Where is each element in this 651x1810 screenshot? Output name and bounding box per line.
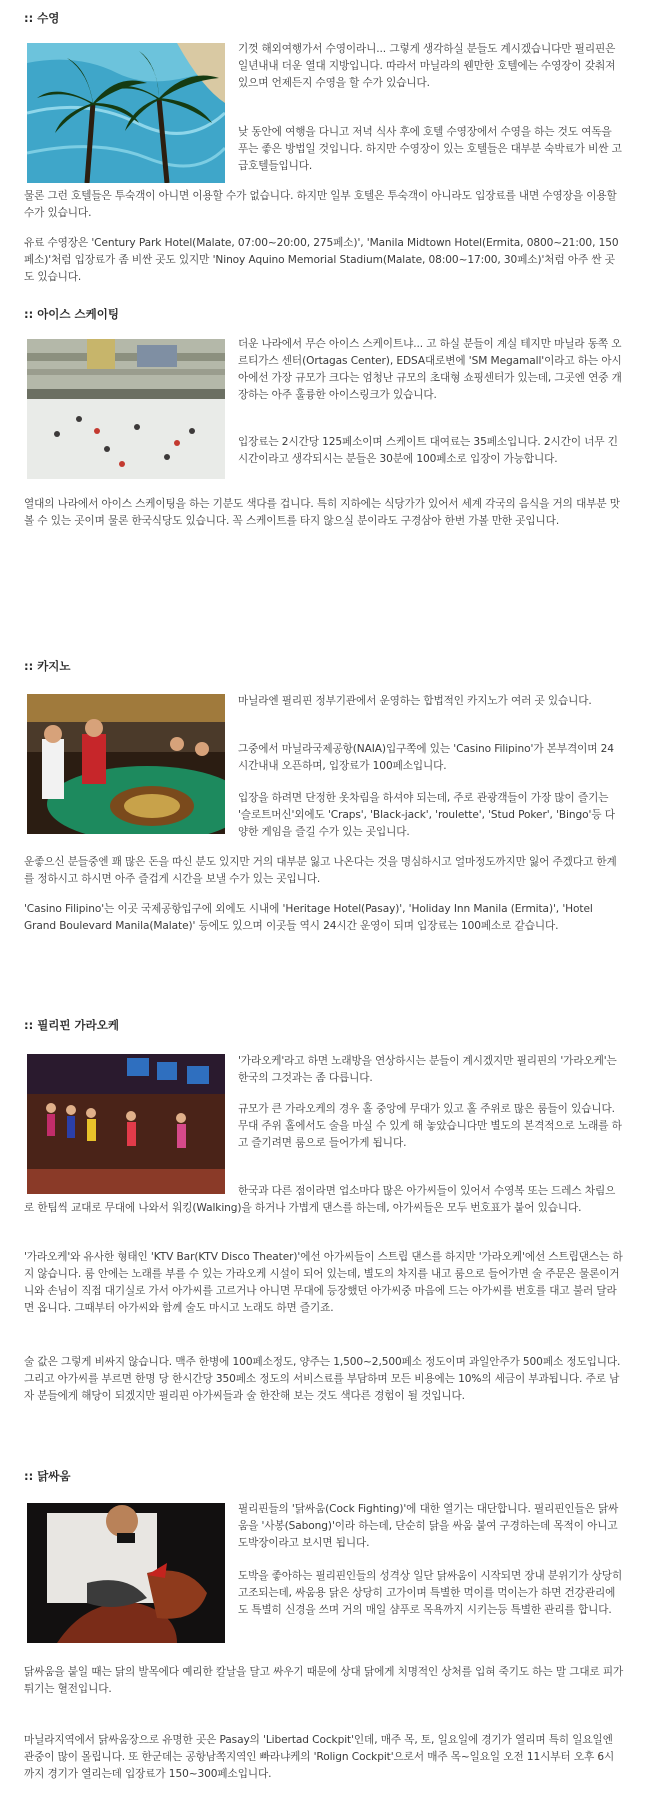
paragraph: 규모가 큰 가라오케의 경우 홀 중앙에 무대가 있고 홀 주위로 많은 룸들이 있습니다. 무대 주위 홀에서도 술을 마실 수 있게 해 놓았습니다만 별도의 본격적으로 노래를 하고 즐기려면 룸으로 들어가게 됩니다.	[238, 1103, 622, 1149]
indoor-ice-rink-image	[27, 339, 225, 479]
ice-rink-photo	[27, 339, 225, 479]
paragraph: 입장을 하려면 단정한 옷차림을 하셔야 되는데, 주로 관광객들이 가장 많이 즐기는 '슬로트머신'외에도 'Craps', 'Black-jack', 'roulette', 'Stud Poker', 'Bingo'등 다양한 게임을 즐길 수가 있는 곳입니다.	[238, 792, 615, 838]
cockfighting-photo	[27, 1503, 225, 1643]
paragraph: 열대의 나라에서 아이스 스케이팅을 하는 기분도 색다를 겁니다. 특히 지하에는 식당가가 있어서 세계 각국의 음식을 거의 대부분 맛볼 수 있는 곳이며 물론 한국식당도 있습니다. 꼭 스케이트를 타지 않으실 분이라도 구경삼아 한번 가볼 만한 곳입니다.	[24, 498, 620, 527]
karaoke-photo	[27, 1054, 225, 1194]
section-title: :: 필리핀 가라오케	[24, 1018, 119, 1032]
paragraph: 'Casino Filipino'는 이곳 국제공항입구에 외에도 시내에 'Heritage Hotel(Pasay)', 'Holiday Inn Manila (Ermita)', 'Hotel Grand Boulevard Manila(Malate)' 등에도 있으며 이곳들 역시 24시간 운영이 되며 입장료는 100페소로 같습니다.	[24, 903, 593, 932]
swimming-pool-photo	[27, 43, 225, 183]
paragraph: 기껏 해외여행가서 수영이라니... 그렇게 생각하실 분들도 계시겠습니다만 필리핀은 일년내내 더운 열대 지방입니다. 따라서 마닐라의 웬만한 호텔에는 수영장이 갖춰져 있으며 언제든지 수영을 할 수가 있습니다.	[238, 43, 616, 89]
paragraph: 입장료는 2시간당 125페소이며 스케이트 대여료는 35페소입니다. 2시간이 너무 긴 시간이라고 생각되시는 분들은 30분에 100페소로 입장이 가능합니다.	[238, 436, 618, 465]
paragraph: 닭싸움을 붙일 때는 닭의 발목에다 예리한 칼날을 달고 싸우기 때문에 상대 닭에게 치명적인 상처를 입혀 죽기도 하는 말 그대로 피가 튀기는 혈전입니다.	[24, 1666, 624, 1695]
paragraph: '가라오케'라고 하면 노래방을 연상하시는 분들이 계시겠지만 필리핀의 '가라오케'는 한국의 그것과는 좀 다릅니다.	[238, 1055, 617, 1084]
paragraph: 술 값은 그렇게 비싸지 않습니다. 맥주 한병에 100페소정도, 양주는 1,500~2,500페소 정도이며 과일안주가 500페소 정도입니다. 그리고 아가씨를 부르면 한명 당 한시간당 350페소 정도의 서비스료를 부담하며 모든 비용에는 10%의 세금이 부과됩니다. 주로 남자 분들에게 해당이 되겠지만 필리핀 아가씨들과 술 한잔해 보는 것도 색다른 경험이 될 것입니다.	[24, 1356, 621, 1402]
section-title: :: 수영	[24, 11, 60, 25]
section-title: :: 닭싸움	[24, 1469, 71, 1483]
paragraph: 더운 나라에서 무슨 아이스 스케이트냐... 고 하실 분들이 계실 테지만 마닐라 동쪽 오르티가스 센터(Ortagas Center), EDSA대로변에 'SM Megamall'이라고 하는 아시아에선 가장 규모가 크다는 엄청난 규모의 초대형 쇼핑센터가 있는데, 그곳엔 연중 개장하는 아주 훌륭한 아이스링크가 있습니다.	[238, 338, 622, 401]
paragraph: 마닐라지역에서 닭싸움장으로 유명한 곳은 Pasay의 'Libertad Cockpit'인데, 매주 목, 토, 일요일에 경기가 열리며 특히 일요일엔 관중이 많이 몰립니다. 또 한군데는 공항남쪽지역인 빠라냐케의 'Rolign Cockpit'으로서 매주 목~일요일 오전 11시부터 오후 6시까지 경기가 열리는데 입장료가 150~300페소입니다.	[24, 1734, 615, 1780]
paragraph: '가라오케'와 유사한 형태인 'KTV Bar(KTV Disco Theater)'에선 아가씨들이 스트립 댄스를 하지만 '가라오케'에선 스트립댄스는 하지 않습니다. 룸 안에는 노래를 부를 수 있는 가라오케 시설이 되어 있는데, 별도의 차지를 내고 룸으로 들어가면 술 주문은 물론이거니와 손님이 직접 대기실로 가서 아가씨를 고르거나 아니면 무대에 등장했던 아가씨중 마음에 드는 아가씨를 번호를 대고 불러 달라면 옵니다. 그때부터 아가씨와 함께 술도 마시고 노래도 하면 즐기죠.	[24, 1251, 623, 1314]
paragraph: 그중에서 마닐라국제공항(NAIA)입구쪽에 있는 'Casino Filipino'가 본부격이며 24시간내내 오픈하며, 입장료가 100페소입니다.	[238, 743, 614, 772]
cockfighting-image	[27, 1503, 225, 1643]
paragraph: 유료 수영장은 'Century Park Hotel(Malate, 07:00~20:00, 275페소)', 'Manila Midtown Hotel(Ermita, 0800~21:00, 150페소)'처럼 입장료가 좀 비싼 곳도 있지만 'Ninoy Aquino Memorial Stadium(Malate, 08:00~17:00, 30페소)'처럼 아주 싼 곳도 있습니다.	[24, 237, 619, 283]
section-title: :: 아이스 스케이팅	[24, 307, 119, 321]
section-title: :: 카지노	[24, 659, 71, 673]
paragraph: 도박을 좋아하는 필리핀인들의 성격상 일단 닭싸움이 시작되면 장내 분위기가 상당히 고조되는데, 싸움용 닭은 상당히 고가이며 특별한 먹이를 먹이는가 하면 건강관리에도 특별히 신경을 쓰며 거의 매일 샴푸로 목욕까지 시키는등 특별한 관리를 합니다.	[238, 1570, 623, 1616]
swimming-pool-palm-trees-image	[27, 43, 225, 183]
paragraph: 한국과 다른 점이라면 업소마다 많은 아가씨들이 있어서 수영복 또는 드레스 차림으로 한팀씩 교대로 무대에 나와서 워킹(Walking)을 하거나 가볍게 댄스를 하는데, 아가씨들은 모두 번호표가 붙어 있습니다.	[24, 1185, 616, 1214]
casino-photo	[27, 694, 225, 834]
paragraph: 낮 동안에 여행을 다니고 저녁 식사 후에 호텔 수영장에서 수영을 하는 것도 여독을 푸는 좋은 방법일 것입니다. 하지만 수영장이 있는 호텔들은 대부분 숙박료가 비싼 고급호텔들입니다.	[238, 126, 622, 172]
paragraph: 필리핀들의 '닭싸움(Cock Fighting)'에 대한 열기는 대단합니다. 필리핀인들은 닭싸움을 '사봉(Sabong)'이라 하는데, 단순히 닭을 싸움 붙여 구경하는데 목적이 아니고 도박장이라고 보시면 됩니다.	[238, 1503, 619, 1549]
paragraph: 마닐라엔 필리핀 정부기관에서 운영하는 합법적인 카지노가 여러 곳 있습니다.	[238, 695, 592, 707]
paragraph: 운좋으신 분들중엔 꽤 많은 돈을 따신 분도 있지만 거의 대부분 잃고 나온다는 것을 명심하시고 얼마정도까지만 잃어 주겠다고 한계를 정하시고 하시면 아주 즐겁게 시간을 보낼 수가 있는 곳입니다.	[24, 856, 617, 885]
casino-roulette-image	[27, 694, 225, 834]
karaoke-stage-image	[27, 1054, 225, 1194]
paragraph: 물론 그런 호텔들은 투숙객이 아니면 이용할 수가 없습니다. 하지만 일부 호텔은 투숙객이 아니라도 입장료를 내면 수영장을 이용할 수가 있습니다.	[24, 190, 617, 219]
